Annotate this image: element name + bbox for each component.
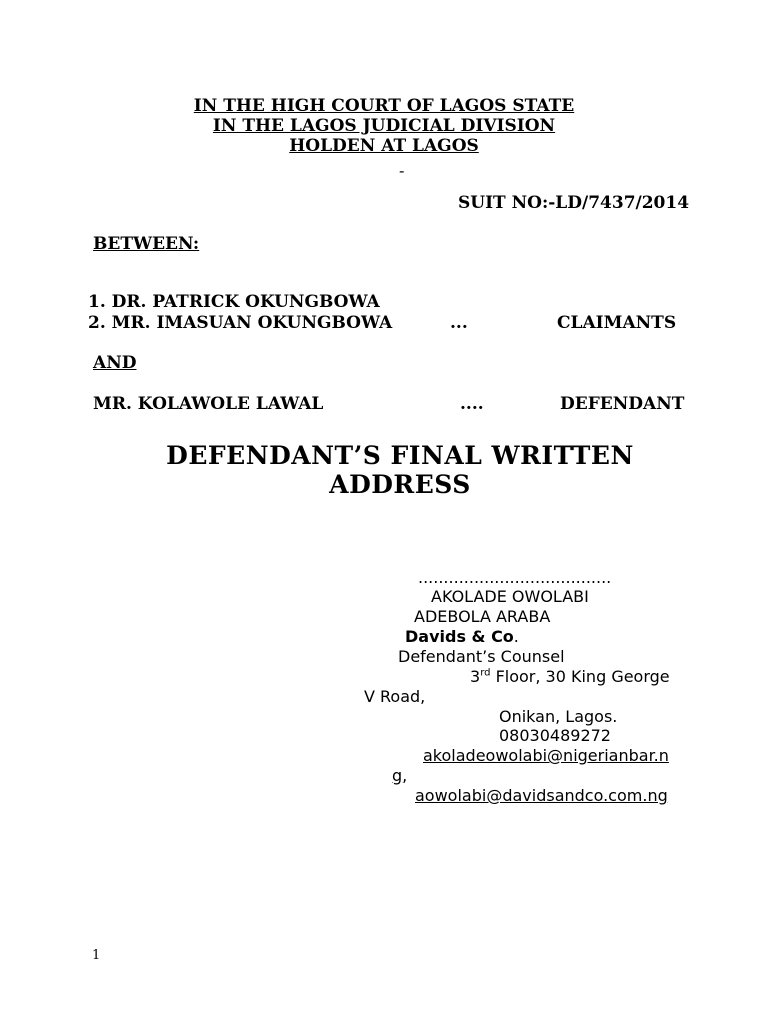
counsel-name-2: ADEBOLA ARABA (414, 607, 551, 626)
page-number: 1 (92, 948, 101, 963)
firm-name: Davids & Co (405, 627, 514, 646)
address-city: Onikan, Lagos. (499, 707, 618, 726)
claimants-role: CLAIMANTS (557, 313, 677, 333)
claimant-dots: ... (450, 313, 468, 333)
phone-number: 08030489272 (499, 726, 611, 745)
and-label: AND (93, 353, 137, 373)
email-1-link-end[interactable]: g (392, 766, 403, 785)
court-heading-line-2: IN THE LAGOS JUDICIAL DIVISION (212, 116, 556, 136)
court-heading-line-1: IN THE HIGH COURT OF LAGOS STATE (193, 96, 575, 116)
suit-number: SUIT NO:-LD/7437/2014 (458, 193, 690, 213)
between-label: BETWEEN: (93, 234, 200, 254)
document-title-line-2: ADDRESS (329, 470, 471, 499)
address-line-1 (470, 667, 670, 686)
counsel-role: Defendant’s Counsel (398, 647, 565, 666)
email-1-comma: , (402, 766, 408, 785)
claimant-1: 1. DR. PATRICK OKUNGBOWA (88, 292, 380, 312)
address-rest: Floor, 30 King George (490, 667, 670, 686)
email-1-continuation (392, 766, 407, 785)
court-heading-line-3: HOLDEN AT LAGOS (289, 136, 479, 156)
document-title-line-1: DEFENDANT’S FINAL WRITTEN (166, 441, 634, 470)
defendant-dots: .... (460, 394, 484, 414)
defendant-name: MR. KOLAWOLE LAWAL (93, 394, 324, 414)
counsel-name-1: AKOLADE OWOLABI (431, 587, 589, 606)
firm-name-line (405, 627, 519, 646)
email-1-link[interactable]: akoladeowolabi@nigerianbar.n (423, 746, 669, 765)
heading-dash: - (399, 161, 405, 180)
floor-number: 3 (470, 667, 481, 686)
floor-ordinal: rd (480, 667, 491, 679)
signature-dots: ...................................... (418, 568, 612, 587)
address-line-2: V Road, (364, 687, 426, 706)
claimant-2: 2. MR. IMASUAN OKUNGBOWA (88, 313, 393, 333)
email-2-link[interactable]: aowolabi@davidsandco.com.ng (415, 786, 668, 805)
defendant-role: DEFENDANT (560, 394, 685, 414)
firm-period: . (513, 627, 519, 646)
